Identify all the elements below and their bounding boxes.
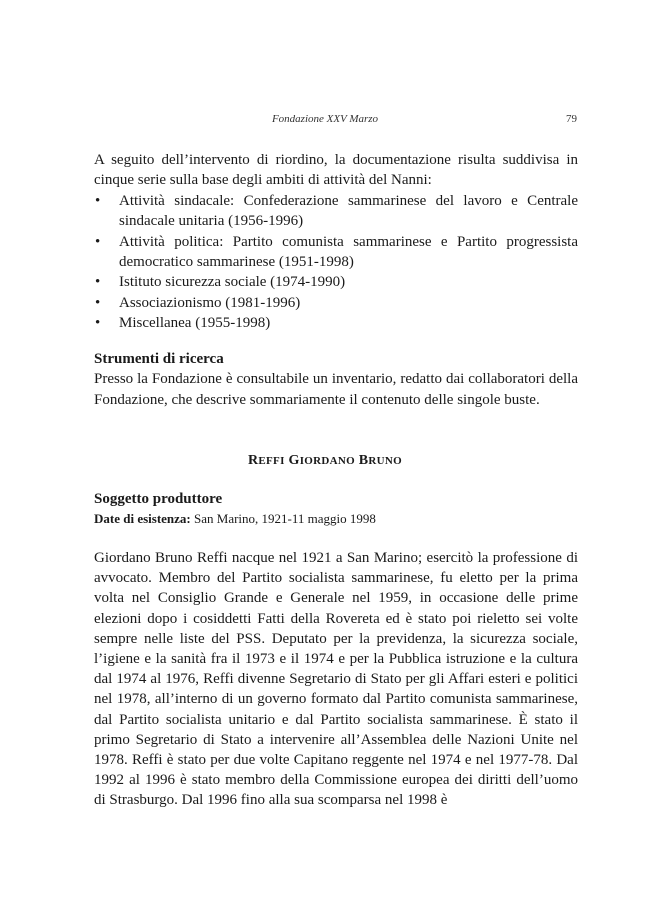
bullet: • <box>95 315 101 332</box>
soggetto-heading: Soggetto produttore <box>94 491 223 507</box>
intro-section <box>94 150 578 334</box>
biography-section <box>94 548 578 811</box>
bullet: • <box>95 294 101 311</box>
strumenti-heading: Strumenti di ricerca <box>94 351 224 367</box>
soggetto-section <box>94 489 578 529</box>
strumenti-section <box>94 349 578 410</box>
series-list <box>94 191 578 334</box>
running-head-title: Fondazione XXV Marzo <box>271 113 379 125</box>
strumenti-paragraph: Presso la Fondazione è consultabile un inventario, redatto dai collaboratori della Fondazione, che descrive sommariamente il contenuto delle singole buste. <box>94 371 578 408</box>
page-number: 79 <box>566 113 577 125</box>
existence-label: Date di esistenza: <box>94 511 191 527</box>
intro-paragraph: A seguito dell’intervento di riordino, la documentazione risulta suddivisa in cinque serie sulla base degli ambiti di attività del Nanni: <box>94 152 578 189</box>
person-heading: REFFI GIORDANO BRUNO <box>247 453 403 468</box>
series-item <box>94 232 578 273</box>
bullet: • <box>95 274 101 291</box>
series-item-text: Istituto sicurezza sociale (1974-1990) <box>119 274 346 291</box>
biography-paragraph: Giordano Bruno Reffi nacque nel 1921 a San Marino; esercitò la professione di avvocato. Membro del Partito socialista sammarinese, fu eletto per la prima volta nel Consiglio Grande e Generale nel 1959, in occasione delle prime elezioni dopo i cosiddetti Fatti della Rovereta ed è stato poi rieletto sei volte sempre nelle liste del PSS. Deputato per la previdenza, la sicurezza sociale, l’igiene e la sanità fra il 1973 e il 1974 e per la Pubblica istruzione e la cultura dal 1974 al 1976, Reffi divenne Segretario di Stato per gli Affari esteri e politici nel 1978, all’interno di un governo formato dal Partito comunista sammarinese, dal Partito socialista unitario e dal Partito socialista sammarinese. È stato il primo Segretario di Stato a intervenire all’Assemblea delle Nazioni Unite nel 1978. Reffi è stato per due volte Capitano reggente nel 1974 e nel 1977-78. Dal 1992 al 1996 è stato membro della Commissione europea dei diritti dell’uomo di Strasburgo. Dal 1996 fino alla sua scomparsa nel 1998 è <box>94 550 578 809</box>
series-item <box>94 293 578 313</box>
bullet: • <box>95 233 101 250</box>
running-head <box>0 111 650 127</box>
bullet: • <box>95 192 101 209</box>
series-item-text: Miscellanea (1955-1998) <box>119 315 271 332</box>
existence-value: San Marino, 1921-11 maggio 1998 <box>194 511 376 527</box>
series-item-text: Attività sindacale: Confederazione sammarinese del lavoro e Centrale sindacale unitaria (1956-1996) <box>119 192 578 230</box>
series-item-text: Associazionismo (1981-1996) <box>119 294 301 311</box>
series-item-text: Attività politica: Partito comunista sammarinese e Partito progressista democratico sammarinese (1951-1998) <box>119 233 578 271</box>
series-item <box>94 313 578 333</box>
series-item <box>94 272 578 292</box>
existence-dates <box>94 509 578 529</box>
series-item <box>94 191 578 232</box>
